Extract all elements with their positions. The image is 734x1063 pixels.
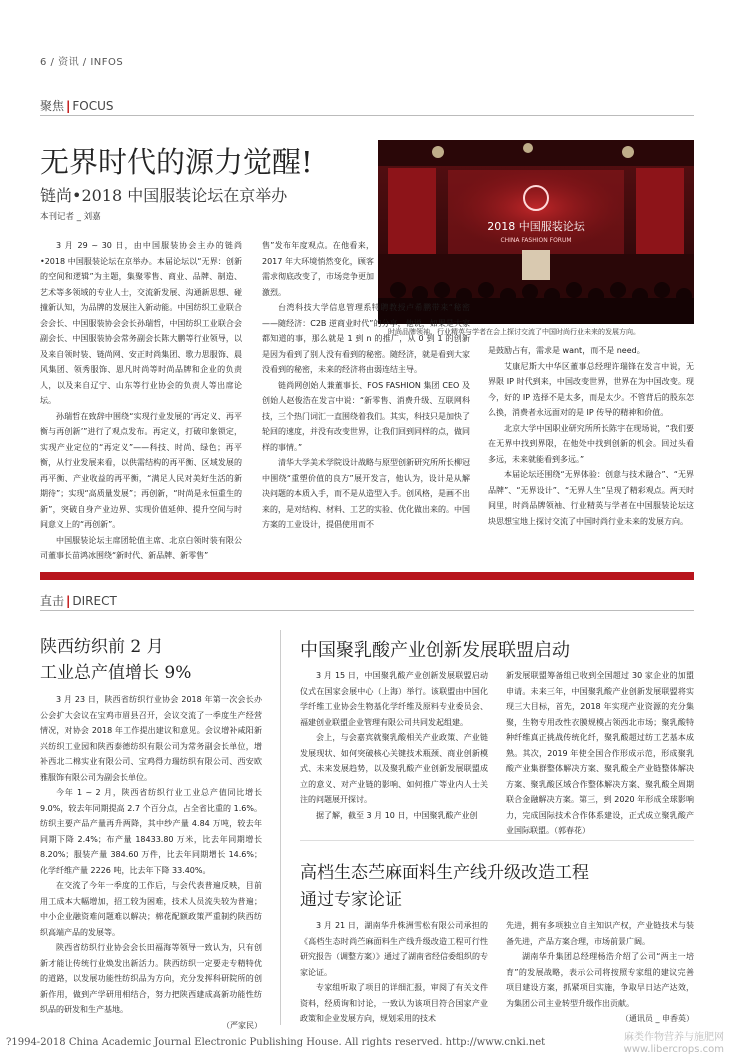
story1-body: [40, 692, 262, 1033]
article-title: 无界时代的源力觉醒!: [40, 145, 313, 179]
story-title: 高档生态苎麻面料生产线升级改造工程: [300, 863, 589, 883]
section-label-direct: [40, 592, 117, 609]
paragraph: 艾康尼斯大中华区董事总经理许瑞锋在发言中说，无界限 IP 时代到来，中国改变世界，世界在为中国改变。现今，好的 IP 选择不是太多，而是太少。不管背后的股东怎么换，消费者永远面对的是 IP 传导的精神和价值。: [488, 361, 694, 417]
section-label-en: DIRECT: [72, 594, 117, 608]
paragraph: 今年 1 ~ 2 月，陕西省纺织行业工业总产值同比增长 9.0%，较去年同期提高 2.7 个百分点，占全省比重的 1.6%。纺织主要产品产量再升两降，其中纱产量 4.84 万吨，较去年同期下降 2.4%；布产量 18433.80 万米，比去年同期增长 8.20%；服装产量 384.60 万件，比去年同期增长 14.6%；化学纤维产量 2226 吨，比去年下降 33.40%。: [40, 788, 262, 875]
paragraph: 中国服装论坛主席团轮值主席、北京白领时装有限公司董事长苗鸿冰围绕“新时代、新品牌、新零售”: [40, 535, 242, 560]
watermark-url: www.libercrops.com: [623, 1044, 724, 1055]
section-label-en: FOCUS: [72, 99, 114, 113]
paragraph: 陕西省纺织行业协会会长田福海等领导一致认为，只有创新才能让传统行业焕发出新活力。陕西纺织一定要走专精特优的道路，以发展功能性纺织品为方向，充分发挥科研院所的创新作用，做到产学研用相结合，努力把陕西建成高新功能性纺织品的研发和生产基地。: [40, 943, 262, 1014]
paragraph: 链尚网创始人兼董事长、FOS FASHION 集团 CEO 及创始人赵俊浩在发言中说：“新零售、消费升级、互联网科技，三个热门词汇一直围绕着我们。其实，科技只是加快了轮回的速度，并没有改变世界，让我们回到同样的点，做同样的事情。”: [262, 380, 470, 452]
section-separator-band: [40, 572, 694, 580]
paragraph: 湖南华升集团总经理杨浩介绍了公司“两主一培育”的发展战略，表示公司将按照专家组的建议完善项目建设方案，抓紧项目实施，争取早日达产达效，为集团公司主业转型升级作出贡献。: [506, 952, 694, 1008]
watermark-cn: 麻类作物营养与施肥网: [624, 1032, 724, 1043]
paragraph: 北京大学中国职业研究所所长陈宇在现场说，“我们要在无界中找到界限，在他处中找到创新的机会。回过头看多远，未来就能看到多远。”: [488, 423, 694, 464]
paragraph: 是鼓励占有，需求是 want，而不是 need。: [488, 346, 645, 355]
backdrop-text-en: CHINA FASHION FORUM: [500, 237, 572, 244]
article-subtitle: 链尚•2018 中国服装论坛在京举办: [40, 186, 288, 205]
focus-column-2-top: [262, 238, 374, 300]
story3-column-right: [506, 918, 694, 1027]
story-title: 工业总产值增长 9%: [40, 663, 192, 683]
focus-column-3: [488, 343, 694, 529]
backdrop-text: 2018 中国服装论坛: [487, 220, 585, 233]
column-divider: [280, 630, 281, 1025]
section-label-cn: 直击: [40, 594, 65, 608]
focus-column-1: [40, 238, 242, 564]
section-rule: [40, 610, 694, 611]
page-header: 6 / 资讯 / INFOS: [40, 57, 124, 68]
label-divider: |: [66, 594, 71, 608]
story-title: 通过专家论证: [300, 890, 402, 910]
paragraph: 3 月 23 日，陕西省纺织行业协会 2018 年第一次会长办公会扩大会议在宝鸡市眉县召开，会议交流了一季度生产经营情况，对协会 2018 年工作提出建议和意见。会议增补咸阳新兴纺织工业园和陕西泰德纺织有限公司为常务副会长单位，增补西北二棉实业有限公司、宝鸡得力瑞纺织有限公司、西安欧雅服饰有限公司为副会长单位。: [40, 695, 262, 782]
paragraph: 售”发布年度观点。在他看来，2017 年大环境悄然变化，顾客需求彻底改变了，市场竞争更加激烈。: [262, 241, 374, 297]
paragraph: 清华大学美术学院设计战略与原型创新研究所所长柳冠中围绕“重塑价值的良方”展开发言，他认为，设计是从解决问题的本质入手，而不是从造型入手。创风格，是画不出来的，是对结构、材料、工艺的实验、优化做出来的。中国方案的工业设计，提倡使用而不: [262, 458, 470, 529]
paragraph: 会上，与会嘉宾就聚乳酸相关产业政策、产业链发展现状、如何突破核心关键技术瓶颈、商业创新模式、未来发展趋势，以及聚乳酸产业创新发展联盟成立的意义、对产业链的影响、如何推广等业内人士关注的问题展开探讨。: [300, 733, 488, 804]
story2-column-right: [506, 668, 694, 839]
paragraph: 在交流了今年一季度的工作后，与会代表普遍反映，目前用工成本大幅增加，招工较为困难，技术人员流失较为普遍；中小企业融资难问题难以解决；棉花配额政策严重制约陕西纺织高端产品的发展等。: [40, 881, 262, 937]
paragraph: 3 月 21 日，湖南华升株洲雪松有限公司承担的《高档生态时尚苎麻面料生产线升级改造工程可行性研究报告（调整方案）》通过了湖南省经信委组织的专家论证。: [300, 921, 488, 977]
paragraph: 先进，拥有多项独立自主知识产权，产业链技术与装备先进，产品方案合理，市场前景广阔。: [506, 921, 694, 946]
section-rule: [40, 115, 694, 116]
story-divider: [300, 840, 694, 841]
section-label-cn: 聚焦: [40, 99, 65, 113]
paragraph: 孙瑞哲在致辞中围绕“实现行业发展的‘再定义、再平衡与再创新’”进行了观点发布。再定义，打破印象锁定，实现产业定位的“再定义”——科技、时尚、绿色；再平衡，从行业发展来看，以供需结构的再平衡、区域发展的再平衡、产业收益的再平衡，“满足人民对美好生活的新期待”；实现“高质量发展”；再创新，“时尚是永恒重生的新”，突破自身产业边界、实现价值延伸、提升空间与时间意义上的“再创新”。: [40, 411, 242, 529]
story2-column-left: [300, 668, 488, 823]
paragraph: 3 月 15 日，中国聚乳酸产业创新发展联盟启动仪式在国家会展中心（上海）举行。该联盟由中国化学纤维工业协会生物基化学纤维及原料专业委员会、福建创业联盟企业管理有限公司共同发起组建。: [300, 671, 488, 727]
watermark: [624, 1032, 724, 1056]
forum-photo-graphic: [378, 140, 694, 324]
paragraph: 新发展联盟筹备组已收到全国超过 30 家企业的加盟申请。未来三年，中国聚乳酸产业创新发展联盟将实现三大目标，首先，2018 年实现产业资源的充分集聚，生物专用改性衣膜规模占领西北市场；聚乳酸特种纤维真正挑战传统化纤，聚乳酸超过纺工艺基本成熟。其次，2019 年使全国合作形成示范，形成聚乳酸产业集群整体解决方案、聚乳酸全产业链整体解决方案、聚乳酸区域合作整体解决方案、聚乳酸全周期联合金融解决方案。第三，到 2020 年形成全球影响力，完成国际技术合作体系建设，正式成立聚乳酸产业国际联盟。（郭春花）: [506, 671, 694, 835]
section-label-focus: [40, 97, 114, 114]
photo-caption: 时尚品牌领袖、行业精英与学者在会上探讨交流了中国时尚行业未来的发展方向。: [388, 328, 640, 336]
label-divider: |: [66, 99, 71, 113]
paragraph: 专家组听取了项目的详细汇报，审阅了有关文件资料，经质询和讨论，一致认为该项目符合国家产业政策和企业发展方向，规划采用的技术: [300, 983, 488, 1023]
copyright-footer: ?1994-2018 China Academic Journal Electronic Publishing House. All rights reserved. http://www.cnki.net: [6, 1037, 546, 1048]
focus-column-2: [262, 300, 470, 533]
byline: 本刊记者 _ 刘嘉: [40, 212, 101, 222]
story-title: 陕西纺织前 2 月: [40, 637, 164, 657]
story-credit: （严家民）: [222, 1020, 262, 1030]
paragraph: 3 月 29 ~ 30 日，由中国服装协会主办的链尚•2018 中国服装论坛在京举办。本届论坛以“无界：创新的空间和逻辑”为主题，集聚零售、商业、品牌、制造、艺术等多领域的专业人士，交流新发展、沟通新思想、碰撞新认知，为品牌的发展注入新动能。中国纺织工业联合会会长、中国服装协会会长孙瑞哲，中国纺织工业联合会副会长、中国服装协会常务副会长陈大鹏等行业领导，以及来自领时装、链尚网、安正时尚集团、歌力思服饰、晨风集团、领秀服饰、恩凡时尚等时尚品牌和企业的负责人，以及来自辽宁、山东等行业协会的负责人等出席论坛。: [40, 241, 242, 405]
forum-photo: [378, 140, 694, 324]
paragraph: 本届论坛还围绕“无界体验：创意与技术融合”、“无界品牌”、“无界设计”、“无界人生”呈现了精彩观点。两天时间里，时尚品牌领袖、行业精英与学者在中国服装论坛这块思想宝地上探讨交流了中国时尚行业未来的发展方向。: [488, 470, 694, 526]
paragraph: 据了解，截至 3 月 10 日，中国聚乳酸产业创: [316, 810, 478, 820]
paragraph: 台湾科技大学信息管理系特聘教授卢希鹏带来“秘密——随经济：C2B 逆商业时代”的分享，他说，如果是大家都知道的事，那么就是 1 到 n 的推广，从 0 到 1 的创新是因为看到了别人没有看到的秘密。随经济，就是看到大家没看到的秘密，未来的经济将由弱连结主导。: [262, 303, 470, 374]
story3-column-left: [300, 918, 488, 1027]
story-title: 中国聚乳酸产业创新发展联盟启动: [300, 640, 570, 661]
story-credit: （通讯员 _ 申香英）: [620, 1014, 694, 1023]
